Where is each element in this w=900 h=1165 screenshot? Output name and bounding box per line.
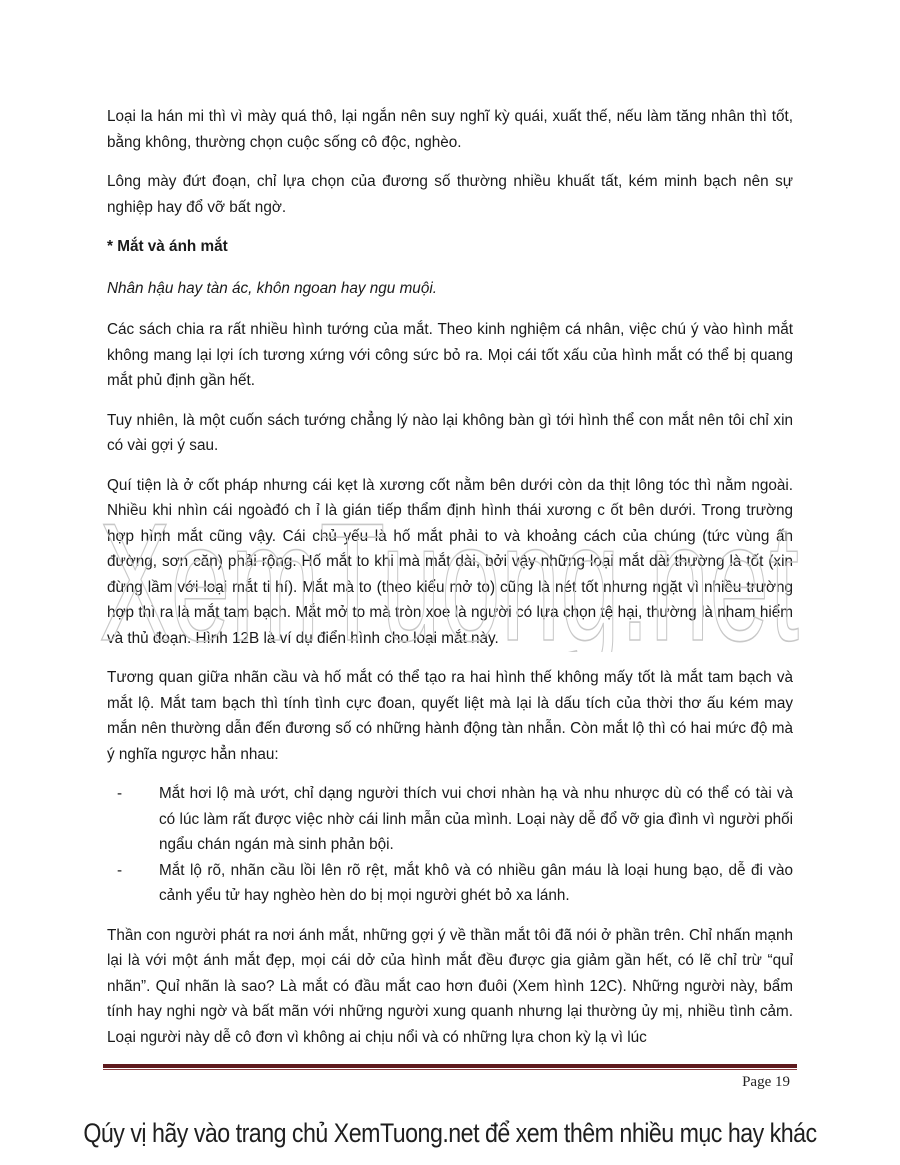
paragraph: Tương quan giữa nhãn cầu và hố mắt có thể tạo ra hai hình thế không mấy tốt là mắt tam bạch và mắt lộ. Mắt tam bạch thì tính tình cực đoan, quyết liệt mà lại là dấu tích của thời thơ ấu kém may mắn nên thường dẫn đến đương số có những hành động tàn nhẫn. Còn mắt lộ thì có hai mức độ mà ý nghĩa ngược hẳn nhau: (107, 669, 793, 763)
site-banner: Qúy vị hãy vào trang chủ XemTuong.net để xem thêm nhiều mục hay khác (83, 1118, 817, 1148)
bullet-list (107, 781, 793, 909)
paragraph: Loại la hán mi thì vì mày quá thô, lại ngắn nên suy nghĩ kỳ quái, xuất thế, nếu làm tăng nhân thì tốt, bằng không, thường chọn cuộc sống cô độc, nghèo. (107, 108, 793, 151)
bullet-item (107, 781, 793, 858)
paragraph: Thần con người phát ra nơi ánh mắt, những gợi ý về thần mắt tôi đã nói ở phần trên. Chỉ nhấn mạnh lại là với một ánh mắt đẹp, mọi cái dở của hình mắt đều được gia giảm gần hết, có lẽ chỉ trừ “quỉ nhãn”. Quỉ nhãn là sao? Là mắt có đầu mắt cao hơn đuôi (Xem hình 12C). Những người này, bẩm tính hay nghi ngờ và bất mãn với những người xung quanh nhưng lại thường ủy mị, nhiều tình cảm. Loại người này dễ cô đơn vì không ai chịu nổi và có những lựa chon kỳ lạ vì lúc (107, 926, 793, 1046)
section-heading: * Mắt và ánh mắt (107, 238, 228, 255)
footer-rule (103, 1064, 797, 1070)
paragraph: Quí tiện là ở cốt pháp nhưng cái kẹt là xương cốt nằm bên dưới còn da thịt lông tóc thì nằm ngoài. Nhiều khi nhìn cái ngoàđó ch ỉ là gián tiếp thẩm định hình thái xương c ốt bên dưới. Trong trường hợp hình mắt cũng vậy. Cái chủ yếu là hố mắt phải to và khoảng cách của chúng (tức vùng ấn đường, sơn căn) phải rộng. Hố mắt to khi mà mắt dài, bởi vậy những loại mắt dài thường là tốt (xin đừng lầm với loại mắt ti hí). Mắt mà to (theo kiểu mở to) cũng là nét tốt nhưng ngặt vì nhiều trường hợp thì ra là mắt tam bạch. Mắt mở to mà tròn xoe là người có lựa chọn tệ hại, thường là nham hiểm và thủ đoạn. Hình 12B là ví dụ điển hình cho loại mắt này. (107, 476, 793, 647)
bullet-text: Mắt hơi lộ mà ướt, chỉ dạng người thích vui chơi nhàn hạ và nhu nhược dù có thể có tài và có lúc làm rất được việc nhờ cái linh mẫn của mình. Loại này dễ đổ vỡ gia đình vì người phối ngẩu chán ngán mà sinh phản bội. (159, 785, 793, 853)
section-quote: Nhân hậu hay tàn ác, khôn ngoan hay ngu muội. (107, 279, 437, 297)
paragraph: Lông mày đứt đoạn, chỉ lựa chọn của đương số thường nhiều khuất tất, kém minh bạch nên sự nghiệp hay đổ vỡ bất ngờ. (107, 173, 793, 216)
page-body (107, 104, 793, 1064)
paragraph: Tuy nhiên, là một cuốn sách tướng chẳng lý nào lại không bàn gì tới hình thể con mắt nên tôi chỉ xin có vài gợi ý sau. (107, 411, 793, 454)
bullet-marker: - (117, 861, 123, 879)
paragraph: Các sách chia ra rất nhiều hình tướng của mắt. Theo kinh nghiệm cá nhân, việc chú ý vào hình mắt không mang lại lợi ích tương xứng với công sức bỏ ra. Mọi cái tốt xấu của hình mắt có thể bị quang mắt phủ định gần hết. (107, 321, 793, 389)
bullet-item (107, 858, 793, 909)
bullet-text: Mắt lộ rõ, nhãn cầu lồi lên rõ rệt, mắt khô và có nhiều gân máu là loại hung bạo, dễ đi vào cảnh yểu tử hay nghèo hèn do bị mọi người ghét bỏ xa lánh. (159, 861, 793, 904)
page-number: Page 19 (742, 1074, 790, 1090)
bullet-marker: - (117, 785, 123, 802)
watermark-text: XemTuong.net (99, 512, 799, 652)
footer-rule-thick (103, 1064, 797, 1068)
footer-rule-thin (103, 1069, 797, 1070)
